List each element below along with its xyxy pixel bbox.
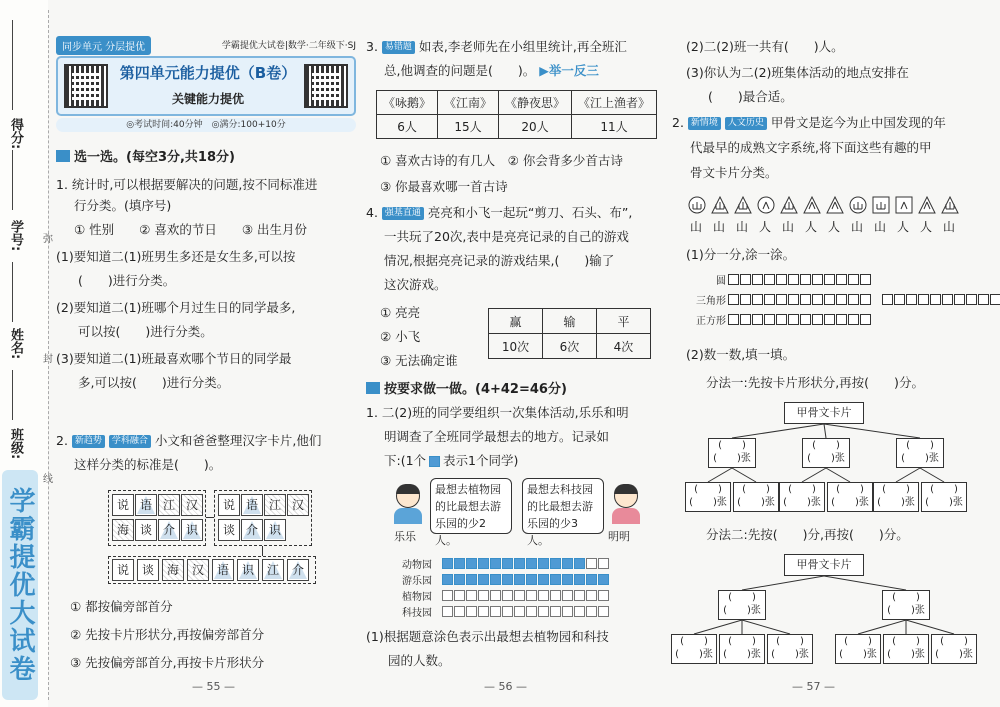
tree-line [742, 620, 790, 634]
empty-square[interactable] [574, 590, 585, 601]
tree-mid-node[interactable]: ( ) ( )张 [708, 438, 756, 468]
section2-title: 按要求做一做。(4+42=46分) [384, 382, 567, 397]
char-card: 识 [264, 519, 286, 541]
tree-method-1 [682, 402, 972, 518]
exam-info: ◎考试时间:40分钟 ◎满分:100+10分 [56, 118, 356, 132]
oracle-modern-char: 人 [759, 220, 772, 234]
classify-label: 正方形 [696, 316, 726, 327]
char-card: 说 [112, 494, 134, 516]
pictograph-row [402, 588, 610, 602]
count-cell: 6人 [377, 115, 438, 139]
answer-box[interactable] [860, 274, 871, 285]
classify-grid [682, 272, 972, 332]
char-card: 介 [158, 519, 180, 541]
name-label: 姓名: [8, 328, 23, 360]
answer-box[interactable] [824, 294, 835, 305]
answer-box[interactable] [918, 294, 929, 305]
classify-label: 圆 [716, 276, 726, 287]
filled-square [586, 574, 597, 585]
tree-line [824, 424, 920, 438]
tree-leaf-node[interactable]: ( ) ( )张 [921, 482, 967, 512]
tree-leaf-node[interactable]: ( ) ( )张 [719, 634, 765, 664]
answer-box[interactable] [764, 274, 775, 285]
pictograph-label: 科技园 [402, 607, 432, 619]
oracle-modern-char: 山 [713, 220, 726, 234]
tree-leaf-node[interactable]: ( ) ( )张 [873, 482, 919, 512]
section2-heading [366, 378, 567, 397]
char-card: 谈 [135, 519, 157, 541]
filled-square [538, 558, 549, 569]
empty-square[interactable] [550, 606, 561, 617]
answer-box[interactable] [836, 294, 847, 305]
speech-bubble-lele: 最想去植物园的比最想去游乐园的少2人。 [430, 478, 512, 534]
class-line [12, 370, 13, 420]
tree-mid-node[interactable]: ( ) ( )张 [882, 590, 930, 620]
tree-line [742, 576, 824, 590]
empty-square[interactable] [586, 558, 597, 569]
char-card: 说 [112, 559, 134, 581]
oracle-card-square[interactable] [872, 196, 890, 214]
seal-dashed-line [48, 10, 49, 700]
page-number: — 56 — [484, 680, 527, 693]
char-card: 语 [135, 494, 157, 516]
answer-box[interactable] [812, 314, 823, 325]
answer-box[interactable] [776, 314, 787, 325]
pictograph-label: 植物园 [402, 591, 432, 603]
tree-line [802, 468, 826, 482]
brand-logo: 学霸提优大试卷 [2, 470, 38, 700]
q2-option-2: ② 先按卡片形状分,再按偏旁部首分 [70, 627, 265, 642]
char-card: 谈 [137, 559, 159, 581]
tree-root: 甲骨文卡片 [784, 554, 864, 576]
unit-title: 第四单元能力提优（B卷） [119, 64, 297, 82]
tree-line [708, 468, 732, 482]
tag-new-context: 新情境 [688, 117, 721, 130]
q2-1-sub2: (2)二(2)班一共有( )人。 [686, 39, 844, 54]
empty-square[interactable] [514, 606, 525, 617]
oracle-modern-char: 山 [690, 220, 703, 234]
answer-box[interactable] [848, 294, 859, 305]
page-number: — 55 — [192, 680, 235, 693]
filled-square [490, 558, 501, 569]
answer-box[interactable] [860, 314, 871, 325]
tree-method-2 [675, 554, 973, 670]
pictograph-row [402, 604, 610, 618]
tag-new-trend: 新趋势 [72, 435, 105, 448]
oracle-modern-char: 山 [943, 220, 956, 234]
sync-tag: 同步单元 分层提优 [56, 36, 151, 55]
filled-square [514, 558, 525, 569]
tree-line [826, 468, 850, 482]
char-card: 语 [212, 559, 234, 581]
seal-char-2: 封 [43, 354, 53, 365]
answer-box[interactable] [752, 274, 763, 285]
tree-line [732, 424, 824, 438]
analogy-link[interactable]: ▶举一反三 [539, 63, 599, 78]
answer-box[interactable] [752, 314, 763, 325]
char-card: 江 [262, 559, 284, 581]
empty-square[interactable] [514, 590, 525, 601]
tree-line [824, 424, 826, 438]
answer-box[interactable] [812, 294, 823, 305]
empty-square[interactable] [466, 606, 477, 617]
empty-square[interactable] [538, 590, 549, 601]
question-1-3: 3. 易错题 如表,李老师先在小组里统计,再全班汇 总,他调查的问题是( )。 ▶举一反三 [366, 39, 627, 78]
tree-line [920, 468, 944, 482]
tag-foundation: 强基直通 [382, 207, 424, 220]
answer-box[interactable] [728, 274, 739, 285]
q4-option-2: ② 小飞 [380, 329, 421, 344]
filled-square [526, 558, 537, 569]
answer-box[interactable] [942, 294, 953, 305]
tree-leaf-node[interactable]: ( ) ( )张 [733, 482, 779, 512]
poem-cell: 《江南》 [438, 91, 499, 115]
answer-box[interactable] [978, 294, 989, 305]
char-card: 海 [112, 519, 134, 541]
id-label: 学号: [8, 220, 23, 252]
answer-box[interactable] [764, 294, 775, 305]
filled-square [562, 558, 573, 569]
answer-box[interactable] [776, 294, 787, 305]
qr-code-icon [64, 64, 108, 108]
answer-box[interactable] [728, 294, 739, 305]
q4-option-3: ③ 无法确定谁 [380, 353, 458, 368]
oracle-modern-char: 山 [874, 220, 887, 234]
tree-mid-node[interactable]: ( ) ( )张 [718, 590, 766, 620]
id-line [12, 150, 13, 210]
name-line [12, 262, 13, 322]
count-cell: 15人 [438, 115, 499, 139]
empty-square[interactable] [526, 590, 537, 601]
tree-mid-node[interactable]: ( ) ( )张 [896, 438, 944, 468]
char-card: 介 [287, 559, 309, 581]
oracle-card-tri[interactable] [780, 196, 798, 214]
answer-box[interactable] [776, 274, 787, 285]
char-card: 识 [181, 519, 203, 541]
oracle-modern-char: 人 [828, 220, 841, 234]
filled-square [598, 574, 609, 585]
empty-square[interactable] [598, 558, 609, 569]
oracle-modern-char: 山 [736, 220, 749, 234]
oracle-modern-char: 人 [805, 220, 818, 234]
tree-leaf-node[interactable]: ( ) ( )张 [931, 634, 977, 664]
pictograph-label: 动物园 [402, 559, 432, 571]
girl-avatar [608, 484, 644, 524]
oracle-card-tri[interactable] [918, 196, 936, 214]
question-1-4: 4. 强基直通 亮亮和小飞一起玩“剪刀、石头、布”, 一共玩了20次,表中是亮亮记录的自己的游戏 情况,根据亮亮记录的游戏结果,( )输了 这次游戏。 [366, 205, 633, 292]
tree-leaf-node[interactable]: ( ) ( )张 [671, 634, 717, 664]
answer-box[interactable] [788, 294, 799, 305]
pictograph [402, 556, 622, 620]
empty-square[interactable] [454, 606, 465, 617]
question-1-1: 1. 统计时,可以根据要解决的问题,按不同标准进 行分类。(填序号) ① 性别 ② 喜欢的节日 ③ 出生月份 (1)要知道二(1)班男生多还是女生多,可以按 ( )进行分类。 (2)要知道二(1)班哪个月过生日的同学最多, 可以按( )进行分类。 (3)要知道二(1)班最喜欢哪个节日的同学最 多,可以按( )进行分类。 [56, 177, 318, 390]
answer-box[interactable] [800, 314, 811, 325]
empty-square[interactable] [478, 590, 489, 601]
classify-row [682, 292, 1000, 307]
empty-square[interactable] [490, 606, 501, 617]
oracle-card-tri[interactable] [941, 196, 959, 214]
count-cell: 20人 [499, 115, 572, 139]
char-card: 说 [218, 494, 240, 516]
q2-option-3: ③ 先按偏旁部首分,再按卡片形状分 [70, 655, 265, 670]
section-marker-icon [56, 150, 70, 162]
oracle-modern-char: 人 [897, 220, 910, 234]
pictograph-row [402, 572, 610, 586]
series-label: 学霸提优大试卷|数学·二年级下·SJ [221, 41, 356, 51]
filled-square [502, 558, 513, 569]
tree-leaf-node[interactable]: ( ) ( )张 [835, 634, 881, 664]
oracle-card-tri[interactable] [826, 196, 844, 214]
filled-square [574, 558, 585, 569]
game-result-table [488, 308, 651, 359]
page-57 [672, 0, 982, 707]
answer-box[interactable] [882, 294, 893, 305]
empty-square[interactable] [454, 590, 465, 601]
seal-char-1: 弥 [43, 234, 53, 245]
oracle-modern-char: 山 [782, 220, 795, 234]
q2-1-sub1: (1)根据题意涂色表示出最想去植物园和科技 园的人数。 [366, 629, 609, 668]
answer-box[interactable] [906, 294, 917, 305]
empty-square[interactable] [502, 606, 513, 617]
empty-square[interactable] [478, 606, 489, 617]
header-top [56, 36, 356, 54]
answer-box[interactable] [788, 274, 799, 285]
empty-square[interactable] [502, 590, 513, 601]
char-card: 介 [241, 519, 263, 541]
filled-square [478, 574, 489, 585]
connector-line [206, 517, 214, 518]
page-55 [56, 0, 356, 707]
char-card: 汉 [187, 559, 209, 581]
method-2: 分法二:先按( )分,再按( )分。 [706, 527, 909, 542]
table-header: 赢 [489, 309, 543, 334]
answer-box[interactable] [836, 274, 847, 285]
filled-square [538, 574, 549, 585]
tree-leaf-node[interactable]: ( ) ( )张 [685, 482, 731, 512]
answer-box[interactable] [848, 274, 859, 285]
answer-box[interactable] [800, 294, 811, 305]
filled-square [574, 574, 585, 585]
q2-2-sub2: (2)数一数,填一填。 [686, 347, 796, 362]
filled-square [514, 574, 525, 585]
table-header: 输 [543, 309, 597, 334]
answer-box[interactable] [954, 294, 965, 305]
binding-margin [0, 0, 53, 707]
char-card: 语 [241, 494, 263, 516]
classify-row [682, 312, 872, 327]
filled-square [550, 558, 561, 569]
answer-box[interactable] [800, 274, 811, 285]
page-number: — 57 — [792, 680, 835, 693]
answer-box[interactable] [930, 294, 941, 305]
question-2-1: 1. 二(2)班的同学要组织一次集体活动,乐乐和明 明调查了全班同学最想去的地方。记录如 下:(1个 表示1个同学) [366, 405, 629, 468]
oracle-modern-char: 人 [920, 220, 933, 234]
filled-square [442, 558, 453, 569]
filled-square [454, 558, 465, 569]
tree-root: 甲骨文卡片 [784, 402, 864, 424]
table-cell: 4次 [597, 334, 651, 359]
table-cell: 6次 [543, 334, 597, 359]
filled-square [478, 558, 489, 569]
pictograph-label: 游乐园 [402, 575, 432, 587]
qr-code-icon [304, 64, 348, 108]
empty-square[interactable] [526, 606, 537, 617]
tag-subject-fusion: 学科融合 [109, 435, 151, 448]
score-label: 得分: [8, 118, 23, 150]
answer-box[interactable] [824, 274, 835, 285]
q3-options-2: ③ 你最喜欢哪一首古诗 [380, 179, 508, 194]
tree-line [906, 620, 954, 634]
empty-square[interactable] [586, 606, 597, 617]
score-line [12, 20, 13, 110]
q2-2-sub1: (1)分一分,涂一涂。 [686, 247, 796, 262]
tree-leaf-node[interactable]: ( ) ( )张 [779, 482, 825, 512]
empty-square[interactable] [490, 590, 501, 601]
section1-title: 选一选。(每空3分,共18分) [74, 150, 235, 165]
tree-leaf-node[interactable]: ( ) ( )张 [883, 634, 929, 664]
filled-square [502, 574, 513, 585]
oracle-cards [688, 196, 978, 240]
filled-square [526, 574, 537, 585]
tag-error-prone: 易错题 [382, 41, 415, 54]
answer-box[interactable] [752, 294, 763, 305]
method-1: 分法一:先按卡片形状分,再按( )分。 [706, 375, 924, 390]
poem-table [376, 90, 657, 139]
speech-bubble-mingming: 最想去科技园的比最想去游乐园的少3人。 [522, 478, 604, 534]
tag-history: 人文历史 [725, 117, 767, 130]
filled-square [550, 574, 561, 585]
filled-square [466, 574, 477, 585]
char-card: 识 [237, 559, 259, 581]
boy-avatar [390, 484, 426, 524]
empty-square[interactable] [550, 590, 561, 601]
q2-option-1: ① 都按偏旁部首分 [70, 599, 173, 614]
poem-cell: 《咏鹅》 [377, 91, 438, 115]
filled-square [442, 574, 453, 585]
char-card: 海 [162, 559, 184, 581]
unit-banner [56, 56, 356, 116]
question-2-2: 2. 新情境 人文历史 甲骨文是迄今为止中国发现的年 代最早的成熟文字系统,将下面这些有趣的甲 骨文卡片分类。 [672, 115, 946, 180]
oracle-card-square[interactable] [895, 196, 913, 214]
char-card: 江 [264, 494, 286, 516]
oracle-card-circle[interactable] [688, 196, 706, 214]
poem-cell: 《江上渔者》 [572, 91, 657, 115]
answer-box[interactable] [764, 314, 775, 325]
answer-box[interactable] [966, 294, 977, 305]
unit-subtitle: 关键能力提优 [171, 92, 244, 106]
seal-char-3: 线 [43, 474, 53, 485]
answer-box[interactable] [894, 294, 905, 305]
tree-leaf-node[interactable]: ( ) ( )张 [767, 634, 813, 664]
char-card: 汉 [287, 494, 309, 516]
page-56 [366, 0, 666, 707]
pictograph-row [402, 556, 610, 570]
char-card: 江 [158, 494, 180, 516]
down-arrow-icon [262, 546, 263, 556]
answer-box[interactable] [740, 314, 751, 325]
filled-square [466, 558, 477, 569]
tree-line [858, 620, 906, 634]
answer-box[interactable] [836, 314, 847, 325]
answer-box[interactable] [824, 314, 835, 325]
answer-box[interactable] [990, 294, 1000, 305]
kid-name-lele: 乐乐 [394, 530, 416, 543]
empty-square[interactable] [466, 590, 477, 601]
section-marker-icon [366, 382, 380, 394]
char-card: 谈 [218, 519, 240, 541]
answer-box[interactable] [788, 314, 799, 325]
oracle-modern-char: 山 [851, 220, 864, 234]
class-label: 班级: [8, 428, 23, 460]
empty-square[interactable] [442, 606, 453, 617]
filled-square [454, 574, 465, 585]
tree-leaf-node[interactable]: ( ) ( )张 [827, 482, 873, 512]
answer-box[interactable] [740, 274, 751, 285]
classify-row [682, 272, 872, 287]
oracle-card-tri[interactable] [734, 196, 752, 214]
classify-label: 三角形 [696, 296, 726, 307]
char-card: 汉 [181, 494, 203, 516]
answer-box[interactable] [812, 274, 823, 285]
count-cell: 11人 [572, 115, 657, 139]
filled-square [562, 574, 573, 585]
q3-options-1: ① 喜欢古诗的有几人 ② 你会背多少首古诗 [380, 153, 623, 168]
tree-mid-node[interactable]: ( ) ( )张 [802, 438, 850, 468]
unit-square-icon [429, 456, 440, 467]
tree-line [824, 576, 906, 590]
empty-square[interactable] [442, 590, 453, 601]
table-header: 平 [597, 309, 651, 334]
oracle-card-tri[interactable] [803, 196, 821, 214]
empty-square[interactable] [586, 590, 597, 601]
empty-square[interactable] [598, 606, 609, 617]
empty-square[interactable] [562, 606, 573, 617]
empty-square[interactable] [574, 606, 585, 617]
tree-line [694, 620, 742, 634]
oracle-card-circle[interactable] [757, 196, 775, 214]
answer-box[interactable] [860, 294, 871, 305]
q2-1-sub3: (3)你认为二(2)班集体活动的地点安排在 ( )最合适。 [686, 65, 909, 104]
question-1-2: 2. 新趋势 学科融合 小文和爸爸整理汉字卡片,他们 这样分类的标准是( )。 [56, 433, 322, 472]
kid-name-mingming: 明明 [608, 530, 630, 543]
oracle-card-circle[interactable] [849, 196, 867, 214]
tree-line [896, 468, 920, 482]
q4-option-1: ① 亮亮 [380, 305, 421, 320]
answer-box[interactable] [728, 314, 739, 325]
oracle-card-tri[interactable] [711, 196, 729, 214]
empty-square[interactable] [538, 606, 549, 617]
filled-square [490, 574, 501, 585]
empty-square[interactable] [562, 590, 573, 601]
answer-box[interactable] [848, 314, 859, 325]
poem-cell: 《静夜思》 [499, 91, 572, 115]
answer-box[interactable] [740, 294, 751, 305]
tree-line [732, 468, 756, 482]
empty-square[interactable] [598, 590, 609, 601]
table-cell: 10次 [489, 334, 543, 359]
section1-heading [56, 146, 235, 165]
